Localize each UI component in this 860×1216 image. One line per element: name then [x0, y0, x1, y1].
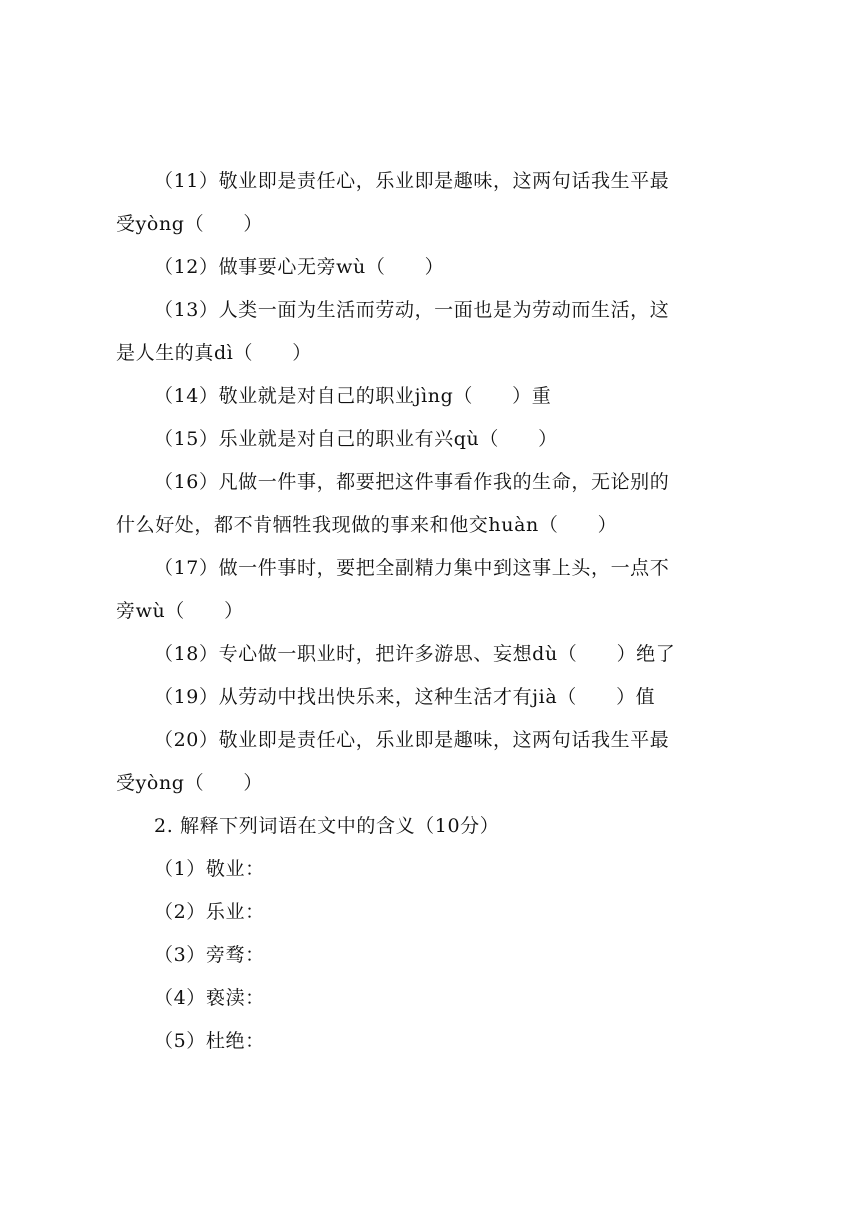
exercise-line: 什么好处，都不肯牺牲我现做的事来和他交huàn（ ） [116, 514, 618, 536]
exercise-line: （14）敬业就是对自己的职业jìng（ ）重 [154, 385, 552, 407]
definition-item: （5）杜绝： [154, 1030, 265, 1052]
exercise-line: （16）凡做一件事，都要把这件事看作我的生命，无论别的 [154, 471, 670, 493]
definition-item: （4）亵渎： [154, 987, 265, 1009]
exercise-line: 受yòng（ ） [116, 213, 263, 235]
exercise-line: （19）从劳动中找出快乐来，这种生活才有jià（ ）值 [154, 686, 656, 708]
exercise-line: （15）乐业就是对自己的职业有兴qù（ ） [154, 428, 558, 450]
exercise-line: 受yòng（ ） [116, 772, 263, 794]
exercise-line: 是人生的真dì（ ） [116, 342, 312, 364]
exercise-line: （18）专心做一职业时，把许多游思、妄想dù（ ）绝了 [154, 643, 676, 665]
definition-item: （3）旁骛： [154, 944, 265, 966]
exercise-line: （11）敬业即是责任心，乐业即是趣味，这两句话我生平最 [154, 170, 670, 192]
exercise-line: 旁wù（ ） [116, 600, 244, 622]
exercise-line: （20）敬业即是责任心，乐业即是趣味，这两句话我生平最 [154, 729, 670, 751]
exercise-content [116, 160, 756, 1063]
exercise-line: （13）人类一面为生活而劳动，一面也是为劳动而生活，这 [154, 299, 670, 321]
definition-item: （2）乐业： [154, 901, 265, 923]
section-2-title: 2. 解释下列词语在文中的含义（10分） [154, 815, 500, 837]
exercise-line: （17）做一件事时，要把全副精力集中到这事上头，一点不 [154, 557, 670, 579]
exercise-line: （12）做事要心无旁wù（ ） [154, 256, 445, 278]
definition-item: （1）敬业： [154, 858, 265, 880]
